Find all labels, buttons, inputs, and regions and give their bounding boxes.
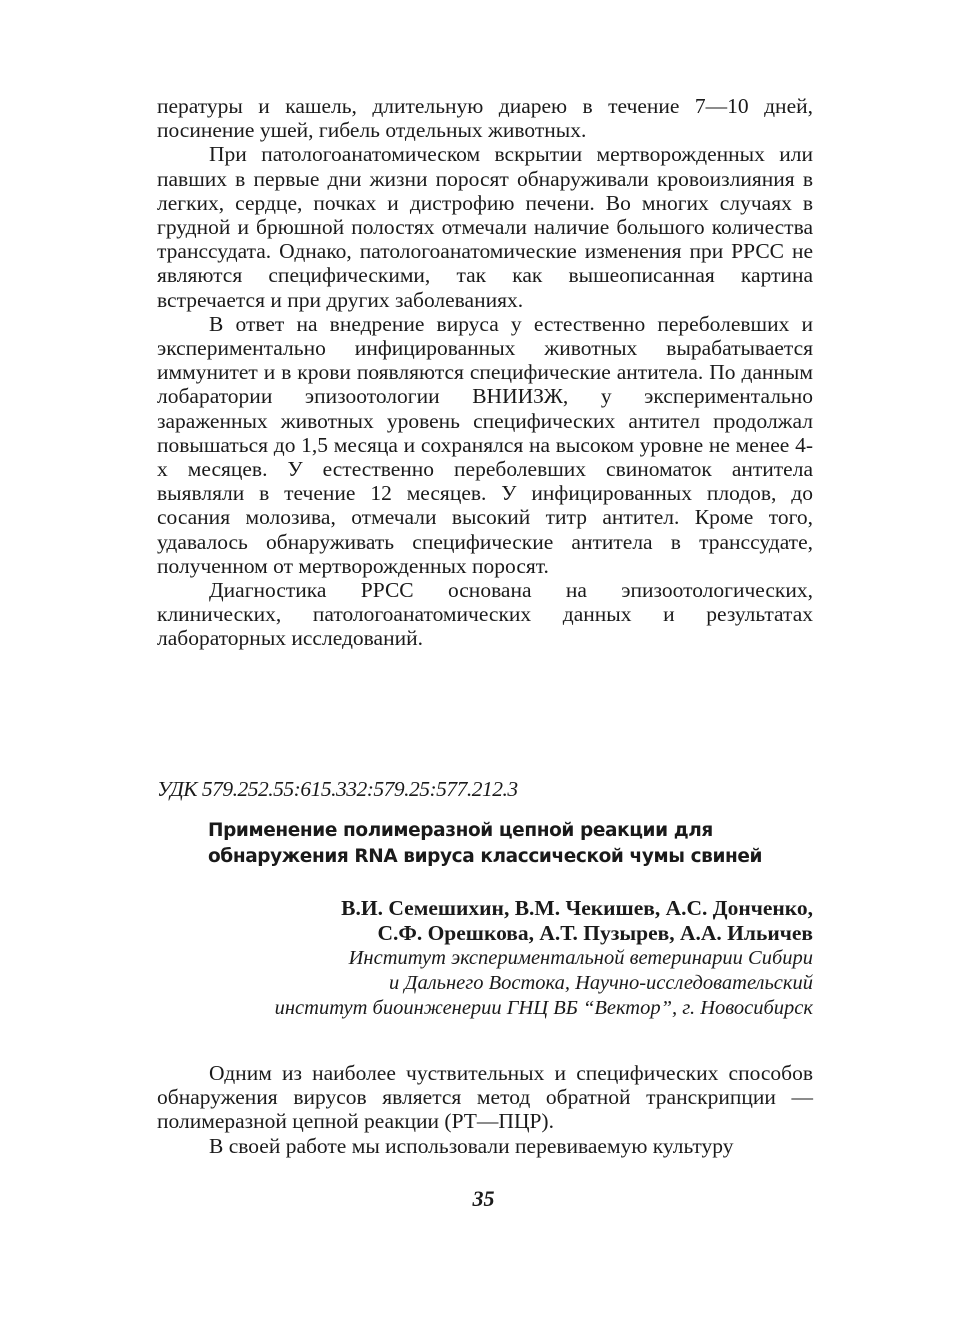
article-title — [208, 818, 828, 870]
paragraph-intro: Одним из наиболее чуствительных и специфических способов обнаружения вирусов является метод обратной транскрипции — полимеразной цепной реакции (РТ—ПЦР). — [157, 1061, 813, 1134]
affiliation-line-2: и Дальнего Востока, Научно-исследовательский — [389, 972, 813, 994]
paragraph-pathology: При патологоанатомическом вскрытии мертворожденных или павших в первые дни жизни поросят обнаруживали кровоизлияния в легких, сердце, почках и дистрофию печени. Во многих случаях в грудной и брюшной полостях отмечали наличие большого количества транссудата. Однако, патологоанатомические изменения при РРСС не являются специфическими, так как вышеописанная картина встречается и при других заболеваниях. — [157, 142, 813, 312]
article-title-line-2: обнаружения RNA вируса классической чумы свиней — [208, 846, 763, 867]
authors-line-1: В.И. Семешихин, В.М. Чекишев, А.С. Донченко, — [341, 896, 813, 920]
affiliation-line-3: институт биоинженерии ГНЦ ВБ “Вектор”, г. Новосибирск — [274, 997, 813, 1019]
authors-line-2: С.Ф. Орешкова, А.Т. Пузырев, А.А. Ильичев — [377, 921, 813, 945]
paragraph-immunity: В ответ на внедрение вируса у естественно переболевших и экспериментально инфицированных животных вырабатывается иммунитет и в крови появляются специфические антитела. По данным лобаратории эпизоотологии ВНИИЗЖ, у экспериментально зараженных животных уровень специфических антител продолжал повышаться до 1,5 месяца и сохранялся на высоком уровне не менее 4-х месяцев. У естественно переболевших свиноматок антитела выявляли в течение 12 месяцев. У инфицированных плодов, до сосания молозива, отмечали высокий титр антител. Кроме того, удавалось обнаруживать специфические антитела в транссудате, полученном от мертворожденных поросят. — [157, 311, 813, 578]
page-number: 35 — [472, 1186, 495, 1211]
affiliation — [133, 946, 813, 1021]
authors — [173, 896, 813, 946]
preceding-article-text — [157, 94, 813, 651]
affiliation-line-1: Институт экспериментальной ветеринарии Сибири — [348, 947, 813, 969]
paragraph-continuation: пературы и кашель, длительную диарею в течение 7—10 дней, посинение ушей, гибель отдельных животных. — [157, 94, 813, 143]
article-body — [157, 1061, 813, 1158]
article-title-line-1: Применение полимеразной цепной реакции для — [208, 820, 713, 841]
paragraph-methods: В своей работе мы использовали перевиваемую культуру — [209, 1133, 734, 1158]
paragraph-diagnostics: Диагностика РРСС основана на эпизоотологических, клинических, патологоанатомических данных и результатах лабораторных исследований. — [157, 578, 813, 651]
udc-code: УДК 579.252.55:615.332:579.25:577.212.3 — [157, 777, 518, 801]
